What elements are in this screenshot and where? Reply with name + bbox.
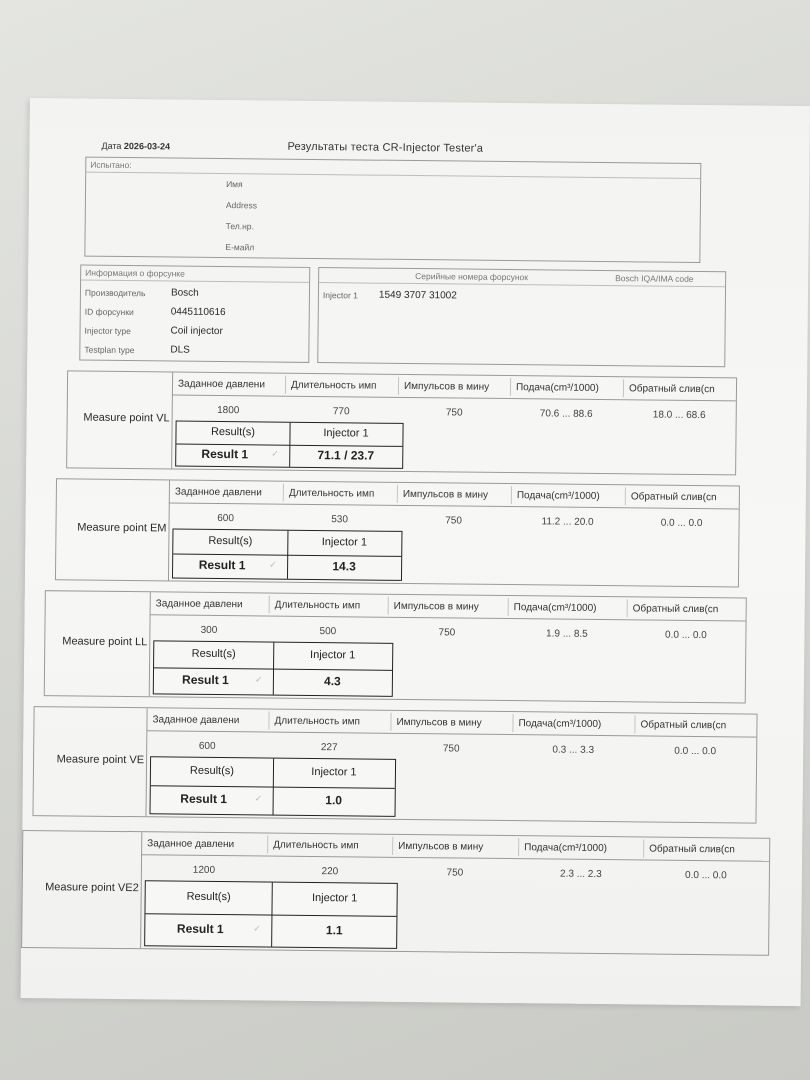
measure-point-vl-name: Measure point VL xyxy=(83,411,170,425)
manufacturer-value: Bosch xyxy=(170,287,199,299)
header-divider xyxy=(146,730,756,737)
tested-name-label: Имя xyxy=(226,179,243,190)
measure-point-em xyxy=(55,478,740,587)
column-header-return: Обратный слив(cn xyxy=(630,491,717,504)
result-header-results: Result(s) xyxy=(210,425,256,439)
column-header-delivery: Подача(cm³/1000) xyxy=(518,718,602,731)
measure-point-em-result-table xyxy=(172,529,403,581)
result-row-label: Result 1 xyxy=(201,446,249,462)
report-title: Результаты теста CR-Injector Tester'а xyxy=(287,140,484,155)
measure-point-vl-duration-value: 770 xyxy=(332,406,350,418)
measure-point-em-name: Measure point EM xyxy=(77,521,167,535)
column-header-pressure: Заданное давлени xyxy=(177,378,266,391)
column-separator xyxy=(397,485,398,503)
measure-point-em-result-value: 14.3 xyxy=(332,559,356,574)
measure-point-ve-label-cell xyxy=(33,707,147,816)
column-separator xyxy=(625,487,626,505)
column-header-delivery: Подача(cm³/1000) xyxy=(513,602,597,614)
measure-point-vl-result-table xyxy=(175,421,403,469)
measure-point-em-pressure-value: 600 xyxy=(217,512,235,525)
measure-point-vl-return-value: 18.0 ... 68.6 xyxy=(652,409,706,422)
column-separator xyxy=(511,486,512,504)
measure-point-ve-result-value: 1.0 xyxy=(325,793,343,808)
column-separator xyxy=(269,596,270,614)
column-separator xyxy=(390,713,391,731)
measure-point-ve2-label-cell xyxy=(22,831,142,948)
serial-injector-label: Injector 1 xyxy=(322,290,358,301)
measure-point-ll-pressure-value: 300 xyxy=(200,624,218,636)
injector-type-value: Coil injector xyxy=(170,325,223,338)
column-header-pulses: Импульсов в мину xyxy=(402,488,489,501)
manufacturer-label: Производитель xyxy=(84,287,146,299)
column-header-pressure: Заданное давлени xyxy=(174,486,262,499)
result-row-label: Result 1 xyxy=(182,672,229,688)
check-icon: ✓ xyxy=(271,448,279,459)
measure-point-ve2-duration-value: 220 xyxy=(321,866,339,878)
date-value: 2026-03-24 xyxy=(123,140,171,152)
measure-point-ve2-delivery-value: 2.3 ... 2.3 xyxy=(559,868,602,881)
column-separator xyxy=(623,379,624,397)
column-header-delivery: Подача(cm³/1000) xyxy=(524,842,608,855)
result-row-label: Result 1 xyxy=(198,557,246,573)
injector-id-value: 0445110616 xyxy=(170,306,226,319)
tested-address-label: Address xyxy=(225,200,258,211)
injector-info-section xyxy=(79,265,310,363)
column-header-return: Обратный слив(cn xyxy=(649,843,735,856)
measure-point-vl-pulses-value: 750 xyxy=(445,407,463,419)
date-label: Дата xyxy=(101,140,122,151)
check-icon: ✓ xyxy=(254,793,263,804)
measure-point-ve2-pulses-value: 750 xyxy=(446,867,464,879)
column-header-pressure: Заданное давлени xyxy=(155,598,243,611)
column-separator xyxy=(643,839,644,857)
measure-point-vl-pressure-value: 1800 xyxy=(217,404,240,417)
test-report-sheet xyxy=(21,98,810,1006)
column-separator xyxy=(508,598,509,616)
column-separator xyxy=(392,837,393,855)
column-header-duration: Длительность имп xyxy=(290,379,377,392)
iqa-code-caption: Bosch IQA/IMA code xyxy=(615,273,694,284)
serial-numbers-caption: Серийные номера форсунок xyxy=(415,271,529,283)
tested-phone-label: Тел.нр. xyxy=(225,221,254,232)
column-header-pressure: Заданное давлени xyxy=(147,838,235,851)
column-header-delivery: Подача(cm³/1000) xyxy=(516,490,600,502)
measure-point-ll-delivery-value: 1.9 ... 8.5 xyxy=(545,628,588,640)
measure-point-vl-result-value: 71.1 / 23.7 xyxy=(317,448,375,463)
injector-type-label: Injector type xyxy=(84,325,131,337)
result-header-results: Result(s) xyxy=(208,534,253,548)
column-header-return: Обратный слив(cn xyxy=(640,719,727,732)
tested-caption-divider xyxy=(86,172,700,179)
measure-point-em-delivery-value: 11.2 ... 20.0 xyxy=(541,516,594,528)
measure-point-ve2-result-table xyxy=(144,880,398,949)
measure-point-ll-result-table xyxy=(153,640,394,697)
column-header-pulses: Импульсов в мину xyxy=(403,380,490,393)
measure-point-em-pulses-value: 750 xyxy=(445,515,462,527)
column-header-pulses: Импульсов в мину xyxy=(393,600,479,613)
injector-id-label: ID форсунки xyxy=(84,306,134,318)
result-row-label: Result 1 xyxy=(176,921,224,937)
column-header-delivery: Подача(cm³/1000) xyxy=(515,382,599,394)
column-separator xyxy=(283,484,284,502)
column-separator xyxy=(512,714,513,732)
check-icon: ✓ xyxy=(254,674,263,685)
measure-point-ve-return-value: 0.0 ... 0.0 xyxy=(674,745,717,758)
measure-point-ll-pulses-value: 750 xyxy=(438,627,456,639)
measure-point-ve-name: Measure point VE xyxy=(56,753,145,767)
testplan-type-value: DLS xyxy=(170,344,190,356)
measure-point-ve xyxy=(32,706,757,824)
injector-info-divider xyxy=(81,280,309,283)
result-header-injector: Injector 1 xyxy=(311,765,357,779)
column-header-duration: Длительность имп xyxy=(274,599,361,612)
measure-point-ll-result-value: 4.3 xyxy=(323,674,341,689)
column-header-duration: Длительность имп xyxy=(274,715,361,728)
result-header-results: Result(s) xyxy=(191,647,236,661)
column-separator xyxy=(388,597,389,615)
column-header-duration: Длительность имп xyxy=(288,487,375,500)
measure-point-em-duration-value: 530 xyxy=(331,514,349,526)
measure-point-ve-delivery-value: 0.3 ... 3.3 xyxy=(552,744,595,756)
measure-point-ve2 xyxy=(21,830,770,956)
result-row-label: Result 1 xyxy=(180,791,228,807)
column-separator xyxy=(285,376,286,394)
measure-point-vl-label-cell xyxy=(67,371,173,468)
tested-email-label: E-майл xyxy=(225,242,255,253)
measure-point-ve-result-table xyxy=(150,756,397,817)
result-header-results: Result(s) xyxy=(186,890,231,904)
column-separator xyxy=(398,377,399,395)
header-divider xyxy=(141,854,769,862)
column-header-pressure: Заданное давлени xyxy=(152,714,240,727)
column-separator xyxy=(510,378,511,396)
serial-numbers-section xyxy=(317,267,726,367)
check-icon: ✓ xyxy=(269,559,277,570)
header-divider xyxy=(169,502,739,509)
measure-point-ll-return-value: 0.0 ... 0.0 xyxy=(664,629,707,642)
measure-point-ve-pressure-value: 600 xyxy=(198,740,216,752)
result-header-injector: Injector 1 xyxy=(309,648,356,662)
tested-caption: Испытано: xyxy=(90,159,132,171)
report-date xyxy=(101,141,170,152)
column-header-return: Обратный слив(cn xyxy=(628,383,715,396)
column-header-return: Обратный слив(cn xyxy=(632,603,719,616)
result-header-injector: Injector 1 xyxy=(311,891,358,905)
injector-info-caption: Информация о форсунке xyxy=(85,267,185,279)
column-separator xyxy=(634,715,635,733)
measure-point-vl-delivery-value: 70.6 ... 88.6 xyxy=(539,408,593,420)
column-separator xyxy=(268,712,269,730)
column-separator xyxy=(518,838,519,856)
measure-point-em-return-value: 0.0 ... 0.0 xyxy=(660,517,703,530)
result-header-results: Result(s) xyxy=(189,764,235,778)
testplan-type-label: Testplan type xyxy=(84,344,135,356)
column-header-duration: Длительность имп xyxy=(273,839,359,852)
measure-point-vl xyxy=(66,370,737,475)
measure-point-em-label-cell xyxy=(56,479,170,580)
serial-injector-value: 1549 3707 31002 xyxy=(378,289,457,302)
column-separator xyxy=(627,599,628,617)
measure-point-ll-label-cell xyxy=(45,591,151,696)
measure-point-ve2-result-value: 1.1 xyxy=(325,923,343,938)
measure-point-ll-duration-value: 500 xyxy=(319,626,337,638)
measure-point-ve-duration-value: 227 xyxy=(320,742,338,754)
column-header-pulses: Импульсов в мину xyxy=(398,840,484,853)
tested-section xyxy=(84,157,701,263)
measure-point-ve-pulses-value: 750 xyxy=(442,743,460,755)
column-separator xyxy=(267,836,268,854)
measure-point-ll xyxy=(44,590,747,703)
result-header-injector: Injector 1 xyxy=(321,536,368,549)
header-divider xyxy=(150,614,746,621)
check-icon: ✓ xyxy=(253,923,261,934)
measure-point-ve2-name: Measure point VE2 xyxy=(45,881,139,895)
column-header-pulses: Импульсов в мину xyxy=(396,716,482,729)
measure-point-ve2-return-value: 0.0 ... 0.0 xyxy=(684,869,727,882)
result-header-injector: Injector 1 xyxy=(323,427,369,440)
measure-point-ll-name: Measure point LL xyxy=(62,635,148,649)
measure-point-ve2-pressure-value: 1200 xyxy=(192,864,216,876)
header-divider xyxy=(172,395,736,402)
